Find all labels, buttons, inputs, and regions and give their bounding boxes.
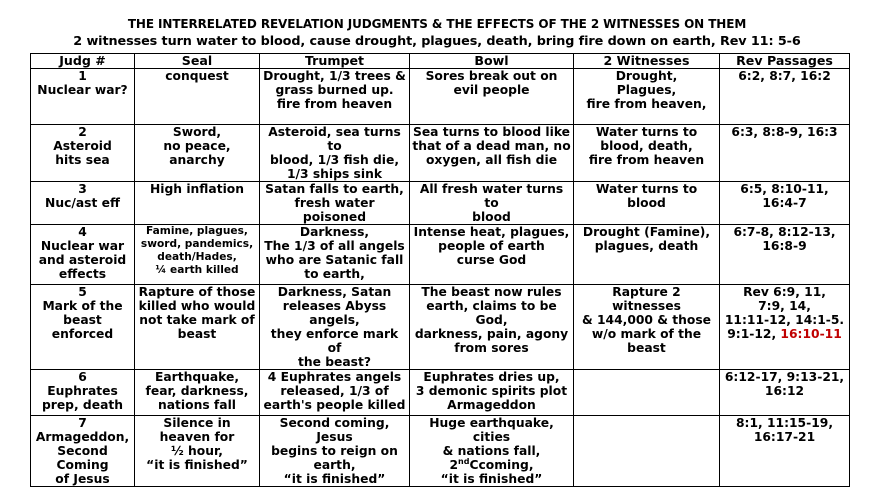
- column-header-rev: Rev Passages: [720, 54, 850, 69]
- table-row: [31, 370, 850, 416]
- table-row: [31, 125, 850, 182]
- cell-rev: 6:7-8, 8:12-13, 16:8-9: [720, 225, 850, 285]
- table-row: [31, 225, 850, 285]
- cell-witnesses: Drought, Plagues, fire from heaven,: [574, 69, 720, 125]
- cell-witnesses: Water turns to blood: [574, 182, 720, 225]
- cell-bowl: All fresh water turns to blood: [410, 182, 574, 225]
- cell-witnesses: Water turns to blood, death, fire from heaven: [574, 125, 720, 182]
- cell-trumpet: Second coming, Jesus begins to reign on earth, “it is finished”: [260, 416, 410, 487]
- cell-trumpet: Darkness, The 1/3 of all angels who are Satanic fall to earth,: [260, 225, 410, 285]
- document-title: THE INTERRELATED REVELATION JUDGMENTS & THE EFFECTS OF THE 2 WITNESSES ON THEM: [127, 17, 747, 31]
- cell-witnesses: Drought (Famine), plagues, death: [574, 225, 720, 285]
- rev-highlight-text: 16:10-11: [780, 327, 842, 341]
- column-header-seal: Seal: [135, 54, 260, 69]
- cell-bowl: Sores break out on evil people: [410, 69, 574, 125]
- column-header-judg: Judg #: [31, 54, 135, 69]
- bowl-text-a: Huge earthquake, cities & nations fall, 2: [429, 416, 554, 472]
- rev-main-text: Rev 6:9, 11, 7:9, 14, 11:11-12, 14:1-5. 9:1-12,: [724, 285, 845, 341]
- cell-seal: Rapture of those killed who would not take mark of beast: [135, 285, 260, 370]
- cell-bowl: The beast now rules earth, claims to be God, darkness, pain, agony from sores: [410, 285, 574, 370]
- cell-judg: 7 Armageddon, Second Coming of Jesus: [31, 416, 135, 487]
- header-row: [31, 54, 850, 69]
- cell-bowl: [410, 416, 574, 487]
- cell-trumpet: 4 Euphrates angels released, 1/3 of earth's people killed: [260, 370, 410, 416]
- cell-seal: Sword, no peace, anarchy: [135, 125, 260, 182]
- cell-rev: [720, 285, 850, 370]
- bowl-superscript: nd: [458, 456, 470, 466]
- cell-seal: Earthquake, fear, darkness, nations fall: [135, 370, 260, 416]
- cell-judg: 3 Nuc/ast eff: [31, 182, 135, 225]
- cell-judg: 6 Euphrates prep, death: [31, 370, 135, 416]
- column-header-trumpet: Trumpet: [260, 54, 410, 69]
- cell-rev: 6:2, 8:7, 16:2: [720, 69, 850, 125]
- cell-seal: conquest: [135, 69, 260, 125]
- table-row: [31, 416, 850, 487]
- document-subtitle: 2 witnesses turn water to blood, cause drought, plagues, death, bring fire down on earth, Rev 11: 5-6: [73, 34, 801, 49]
- table-row: [31, 69, 850, 125]
- cell-rev: 8:1, 11:15-19, 16:17-21: [720, 416, 850, 487]
- cell-seal: Famine, plagues, sword, pandemics, death/Hades, ¼ earth killed: [135, 225, 260, 285]
- cell-bowl: Euphrates dries up, 3 demonic spirits plot Armageddon: [410, 370, 574, 416]
- column-header-witnesses: 2 Witnesses: [574, 54, 720, 69]
- cell-witnesses: [574, 370, 720, 416]
- cell-seal: High inflation: [135, 182, 260, 225]
- column-header-bowl: Bowl: [410, 54, 574, 69]
- cell-bowl: Intense heat, plagues, people of earth curse God: [410, 225, 574, 285]
- cell-rev: 6:12-17, 9:13-21, 16:12: [720, 370, 850, 416]
- cell-judg: 2 Asteroid hits sea: [31, 125, 135, 182]
- table-row: [31, 285, 850, 370]
- cell-seal: Silence in heaven for ½ hour, “it is finished”: [135, 416, 260, 487]
- table-row: [31, 182, 850, 225]
- cell-rev: 6:5, 8:10-11, 16:4-7: [720, 182, 850, 225]
- cell-witnesses: Rapture 2 witnesses & 144,000 & those w/o mark of the beast: [574, 285, 720, 370]
- cell-bowl: Sea turns to blood like that of a dead man, no oxygen, all fish die: [410, 125, 574, 182]
- cell-trumpet: Satan falls to earth, fresh water poisoned: [260, 182, 410, 225]
- bowl-text-b: Ccoming, “it is finished”: [440, 458, 543, 486]
- cell-witnesses: [574, 416, 720, 487]
- cell-judg: 1 Nuclear war?: [31, 69, 135, 125]
- cell-trumpet: Darkness, Satan releases Abyss angels, they enforce mark of the beast?: [260, 285, 410, 370]
- cell-judg: 4 Nuclear war and asteroid effects: [31, 225, 135, 285]
- judgments-table: [30, 53, 850, 487]
- cell-judg: 5 Mark of the beast enforced: [31, 285, 135, 370]
- cell-trumpet: Drought, 1/3 trees & grass burned up. fire from heaven: [260, 69, 410, 125]
- cell-trumpet: Asteroid, sea turns to blood, 1/3 fish die, 1/3 ships sink: [260, 125, 410, 182]
- cell-rev: 6:3, 8:8-9, 16:3: [720, 125, 850, 182]
